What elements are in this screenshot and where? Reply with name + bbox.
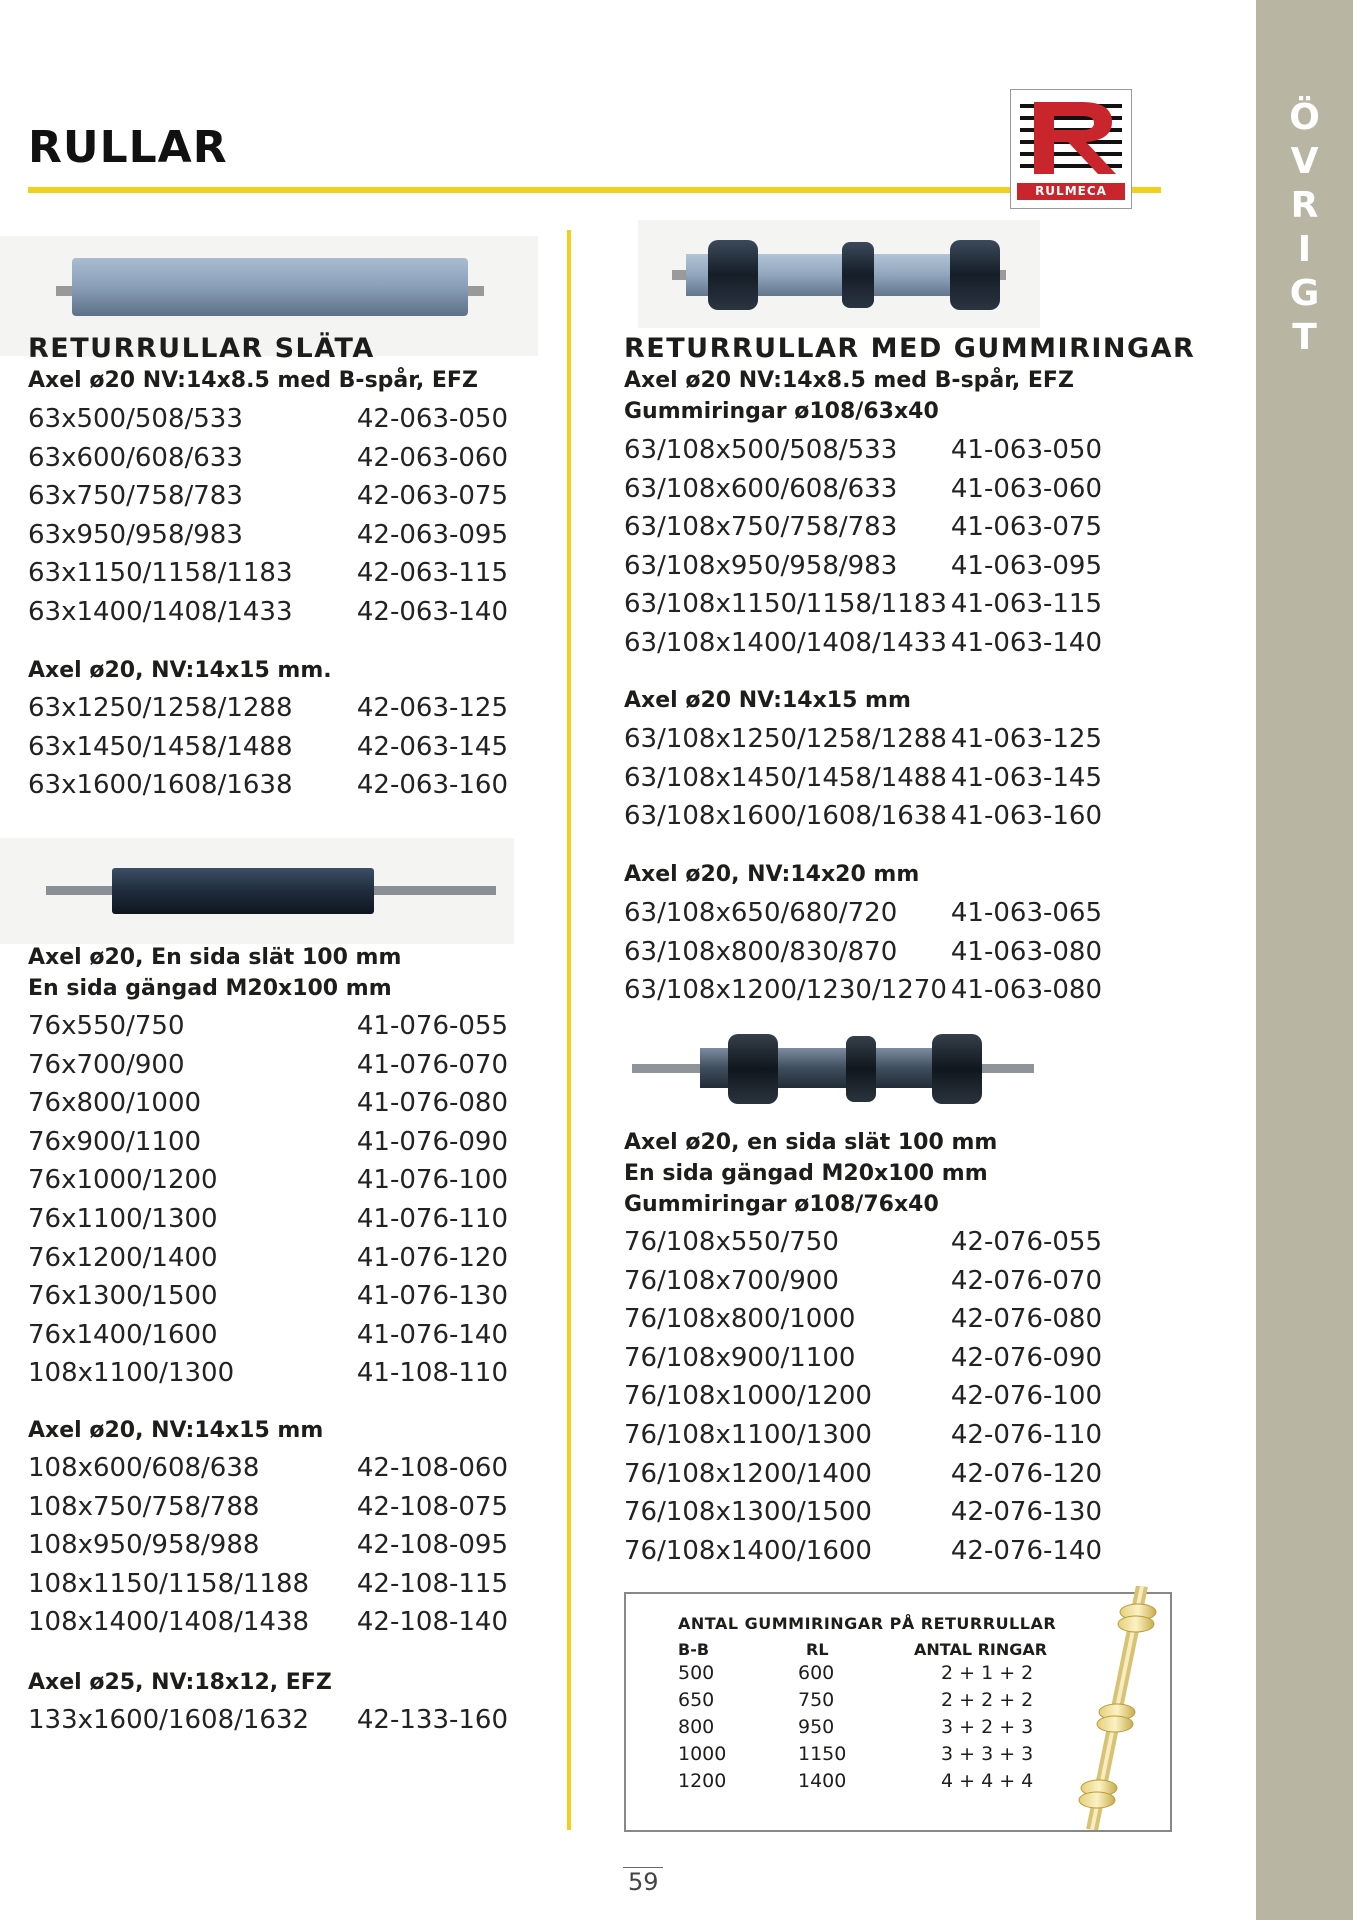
table-title: ANTAL GUMMIRINGAR PÅ RETURRULLAR [678, 1614, 1057, 1633]
list-item: 76/108x1000/1200 42-076-100 [624, 1381, 1102, 1412]
table-cell: 750 [798, 1689, 835, 1711]
list-item: 76/108x700/900 42-076-070 [624, 1265, 1102, 1296]
table-header: B-B [678, 1640, 710, 1659]
header-rule [28, 187, 1161, 193]
group-subtitle: Axel ø20 NV:14x15 mm [624, 688, 911, 713]
table-cell: 800 [678, 1716, 715, 1738]
group-subtitle: Axel ø20 NV:14x8.5 med B-spår, EFZ [624, 368, 1074, 393]
sidebar-letter: Ö [1289, 97, 1320, 138]
table-cell: 3 + 3 + 3 [941, 1743, 1034, 1765]
table-cell: 1400 [798, 1770, 847, 1792]
table-cell: 600 [798, 1662, 835, 1684]
sidebar-letter: V [1290, 141, 1319, 182]
product-list [624, 431, 1102, 663]
list-item: 63/108x1250/1258/1288 41-063-125 [624, 724, 1102, 754]
list-item: 108x1400/1408/1438 42-108-140 [28, 1607, 508, 1638]
logo-wordmark: RULMECA [1017, 183, 1125, 200]
list-item: 76x800/1000 41-076-080 [28, 1088, 508, 1119]
group-subtitle: Axel ø25, NV:18x12, EFZ [28, 1670, 332, 1695]
table-cell: 3 + 2 + 3 [941, 1716, 1034, 1738]
list-item: 63x500/508/533 42-063-050 [28, 404, 508, 434]
list-item: 108x1100/1300 41-108-110 [28, 1358, 508, 1389]
table-cell: 2 + 1 + 2 [941, 1662, 1034, 1684]
table-cell: 1150 [798, 1743, 847, 1765]
list-item: 108x600/608/638 42-108-060 [28, 1453, 508, 1483]
group-subtitle: Axel ø20, en sida slät 100 mm [624, 1130, 998, 1155]
list-item: 76x1300/1500 41-076-130 [28, 1281, 508, 1312]
list-item: 63x1250/1258/1288 42-063-125 [28, 693, 508, 723]
list-item: 76/108x800/1000 42-076-080 [624, 1304, 1102, 1335]
group-subtitle: En sida gängad M20x100 mm [28, 976, 392, 1001]
page-number: 59 [628, 1868, 659, 1896]
table-cell: 1200 [678, 1770, 727, 1792]
vertical-roller-illustration [1072, 1586, 1168, 1830]
threaded-roller-image [0, 838, 514, 944]
product-list [624, 1223, 1102, 1570]
product-list [624, 720, 1102, 836]
sidebar-letter: T [1292, 317, 1317, 358]
rubber-ring-roller-image [638, 220, 1040, 328]
group-subtitle: Axel ø20 NV:14x8.5 med B-spår, EFZ [28, 368, 478, 393]
group-subtitle: Axel ø20, NV:14x20 mm [624, 862, 920, 887]
list-item: 63/108x1200/1230/1270 41-063-080 [624, 975, 1102, 1006]
product-list [28, 1449, 508, 1642]
threaded-ring-roller-image [590, 1010, 1066, 1128]
sidebar-tab [1256, 0, 1353, 1920]
list-item: 76/108x550/750 42-076-055 [624, 1227, 1102, 1257]
list-item: 63/108x1450/1458/1488 41-063-145 [624, 762, 1102, 793]
product-list [624, 894, 1102, 1010]
column-divider [567, 230, 571, 1830]
group-subtitle: Axel ø20, NV:14x15 mm. [28, 658, 332, 683]
list-item: 133x1600/1608/1632 42-133-160 [28, 1705, 508, 1735]
rulmeca-logo [1010, 89, 1132, 209]
list-item: 76/108x1100/1300 42-076-110 [624, 1419, 1102, 1450]
table-header: RL [806, 1640, 829, 1659]
sidebar-letter: I [1297, 229, 1312, 270]
list-item: 63/108x650/680/720 41-063-065 [624, 898, 1102, 928]
list-item: 76x900/1100 41-076-090 [28, 1126, 508, 1157]
section-title-rubber-rings: RETURRULLAR MED GUMMIRINGAR [624, 333, 1196, 364]
list-item: 63x1450/1458/1488 42-063-145 [28, 731, 508, 762]
list-item: 108x750/758/788 42-108-075 [28, 1491, 508, 1522]
group-subtitle: Axel ø20, NV:14x15 mm [28, 1418, 324, 1443]
product-list [28, 689, 508, 805]
list-item: 63/108x500/508/533 41-063-050 [624, 435, 1102, 465]
list-item: 63/108x800/830/870 41-063-080 [624, 936, 1102, 967]
list-item: 108x1150/1158/1188 42-108-115 [28, 1568, 508, 1599]
group-subtitle: Gummiringar ø108/63x40 [624, 399, 939, 424]
list-item: 63/108x1150/1158/1183 41-063-115 [624, 589, 1102, 620]
list-item: 76x1200/1400 41-076-120 [28, 1242, 508, 1273]
list-item: 76/108x1400/1600 42-076-140 [624, 1535, 1102, 1566]
list-item: 63/108x750/758/783 41-063-075 [624, 512, 1102, 543]
product-list [28, 400, 508, 632]
list-item: 63x1600/1608/1638 42-063-160 [28, 770, 508, 801]
group-subtitle: En sida gängad M20x100 mm [624, 1161, 988, 1186]
page-title: RULLAR [28, 122, 228, 173]
list-item: 76x700/900 41-076-070 [28, 1049, 508, 1080]
table-cell: 1000 [678, 1743, 727, 1765]
list-item: 63x600/608/633 42-063-060 [28, 442, 508, 473]
list-item: 76x1400/1600 41-076-140 [28, 1319, 508, 1350]
list-item: 63/108x1600/1608/1638 41-063-160 [624, 801, 1102, 832]
list-item: 76/108x1200/1400 42-076-120 [624, 1458, 1102, 1489]
sidebar-vertical-label [1256, 96, 1353, 360]
sidebar-letter: G [1289, 273, 1320, 314]
rulmeca-r-icon [1020, 98, 1122, 178]
list-item: 76x1100/1300 41-076-110 [28, 1203, 508, 1234]
table-cell: 4 + 4 + 4 [941, 1770, 1034, 1792]
table-cell: 650 [678, 1689, 715, 1711]
table-cell: 950 [798, 1716, 835, 1738]
list-item: 63x750/758/783 42-063-075 [28, 481, 508, 512]
product-list [28, 1701, 508, 1740]
table-cell: 500 [678, 1662, 715, 1684]
list-item: 76x1000/1200 41-076-100 [28, 1165, 508, 1196]
list-item: 108x950/958/988 42-108-095 [28, 1530, 508, 1561]
table-header: ANTAL RINGAR [914, 1640, 1048, 1659]
sidebar-letter: R [1290, 185, 1319, 226]
list-item: 63/108x1400/1408/1433 41-063-140 [624, 627, 1102, 658]
list-item: 76/108x1300/1500 42-076-130 [624, 1497, 1102, 1528]
list-item: 76/108x900/1100 42-076-090 [624, 1342, 1102, 1373]
table-cell: 2 + 2 + 2 [941, 1689, 1034, 1711]
list-item: 63x1400/1408/1433 42-063-140 [28, 596, 508, 627]
list-item: 63/108x950/958/983 41-063-095 [624, 550, 1102, 581]
group-subtitle: Axel ø20, En sida slät 100 mm [28, 945, 402, 970]
list-item: 76x550/750 41-076-055 [28, 1011, 508, 1041]
product-list [28, 1007, 508, 1393]
list-item: 63/108x600/608/633 41-063-060 [624, 473, 1102, 504]
list-item: 63x950/958/983 42-063-095 [28, 519, 508, 550]
section-title-smooth: RETURRULLAR SLÄTA [28, 333, 375, 364]
list-item: 63x1150/1158/1183 42-063-115 [28, 558, 508, 589]
group-subtitle: Gummiringar ø108/76x40 [624, 1192, 939, 1217]
